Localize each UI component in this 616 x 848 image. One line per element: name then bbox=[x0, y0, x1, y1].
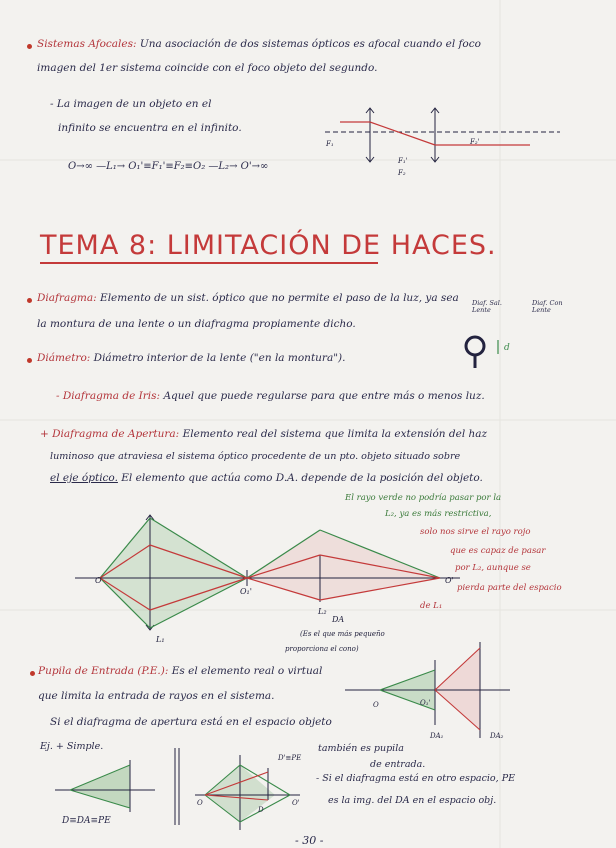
afocal-sub1: - La imagen de un objeto en el bbox=[50, 98, 212, 110]
apertura-label-l2: L₂ bbox=[318, 607, 327, 616]
diafragma-text2: la montura de una lente o un diafragma propiamente dicho. bbox=[37, 318, 356, 330]
apertura-text3: el eje óptico. bbox=[50, 472, 118, 484]
page-number: - 30 - bbox=[295, 834, 324, 847]
pupila-label-oprime: O' bbox=[292, 799, 300, 807]
diafragma-label: Diafragma: bbox=[37, 292, 97, 304]
diafragma-text1: Elemento de un sist. óptico que no permite el paso de la luz, ya sea bbox=[100, 292, 459, 304]
pupila-case-simple: Ej. + Simple. bbox=[40, 741, 104, 752]
pupila-label-da2: DA₂ bbox=[490, 732, 504, 740]
apertura-note-red-2: que es capaz de pasar bbox=[450, 546, 546, 556]
diametro-symbol: d bbox=[504, 343, 510, 353]
afocal-label-f2prime: F₂' bbox=[470, 138, 480, 146]
iris-label: - Diafragma de Iris: bbox=[56, 390, 161, 402]
apertura-label-da: DA bbox=[332, 615, 345, 624]
apertura-label-o: O bbox=[95, 576, 102, 585]
pupila-label-o: O bbox=[373, 701, 379, 709]
afocal-formula: O→∞ —L₁→ O₁'≡F₁'≡F₂≡O₂ —L₂→ O'→∞ bbox=[68, 161, 269, 172]
pupila-label-da1: DA₁ bbox=[430, 732, 444, 740]
diafragma-symbol-right: Diaf. Con Lente bbox=[532, 299, 563, 314]
apertura-note-green-1: El rayo verde no podría pasar por la bbox=[345, 493, 502, 503]
afocal-label-f2: F₂ bbox=[398, 169, 406, 177]
apertura-caption-1: (Es el que más pequeño bbox=[300, 630, 385, 638]
pupila-label-o1: O₁' bbox=[420, 699, 431, 707]
pupila-text2: que limita la entrada de rayos en el sistema. bbox=[38, 690, 275, 702]
apertura-caption-2: proporciona el cono) bbox=[285, 645, 359, 653]
apertura-label-o1: O₁' bbox=[240, 587, 252, 596]
pupila-text3: Si el diafragma de apertura está en el espacio objeto bbox=[50, 716, 332, 728]
apertura-text1: Elemento real del sistema que limita la extensión del haz bbox=[182, 428, 488, 440]
apertura-note-green-2: L₂, ya es más restrictiva, bbox=[385, 509, 492, 519]
afocal-sub2: infinito se encuentra en el infinito. bbox=[58, 122, 242, 134]
page-title: TEMA 8: LIMITACIÓN DE HACES. bbox=[40, 230, 497, 261]
pupila-text1: Es el elemento real o virtual bbox=[171, 665, 323, 677]
diafragma-symbol-left: Diaf. Sal. Lente bbox=[472, 299, 502, 314]
afocal-label-f1: F₁' bbox=[398, 157, 408, 165]
pupila-text3b: también es pupila bbox=[318, 743, 404, 754]
apertura-label-l1: L₁ bbox=[156, 635, 165, 644]
pupila-text3c: de entrada. bbox=[370, 759, 426, 770]
iris-text: Aquel que puede regularse para que entre más o menos luz. bbox=[163, 390, 485, 402]
pupila-note-2: es la img. del DA en el espacio obj. bbox=[328, 795, 497, 806]
pupila-label-dpe: D'≡PE bbox=[278, 754, 302, 762]
apertura-text2: luminoso que atraviesa el sistema óptico procedente de un pto. objeto situado sobre bbox=[50, 451, 461, 462]
diametro-text: Diámetro interior de la lente ("en la montura"). bbox=[93, 352, 346, 364]
afocal-label: Sistemas Afocales: bbox=[37, 38, 137, 50]
pupila-label-o-b: O bbox=[197, 799, 203, 807]
apertura-label: + Diafragma de Apertura: bbox=[40, 428, 180, 440]
apertura-text3b: El elemento que actúa como D.A. depende de la posición del objeto. bbox=[121, 472, 483, 484]
apertura-note-red-3: por L₂, aunque se bbox=[455, 563, 531, 573]
apertura-note-red-1: solo nos sirve el rayo rojo bbox=[420, 527, 531, 537]
apertura-note-red-5: de L₁ bbox=[420, 601, 443, 611]
diametro-label: Diámetro: bbox=[37, 352, 91, 364]
pupila-note-1: - Si el diafragma está en otro espacio, PE bbox=[316, 773, 516, 784]
pupila-case-simple-label: D≡DA≡PE bbox=[62, 816, 111, 826]
pupila-label: Pupila de Entrada (P.E.): bbox=[38, 665, 169, 677]
afocal-text1: Una asociación de dos sistemas ópticos es afocal cuando el foco bbox=[139, 38, 481, 50]
apertura-note-red-4: pierda parte del espacio bbox=[457, 583, 562, 593]
afocal-text2: imagen del 1er sistema coincide con el foco objeto del segundo. bbox=[37, 62, 378, 74]
apertura-label-oprime: O' bbox=[445, 576, 454, 585]
afocal-label-f1prime: F₁ bbox=[326, 140, 334, 148]
pupila-label-d: D bbox=[258, 806, 264, 814]
